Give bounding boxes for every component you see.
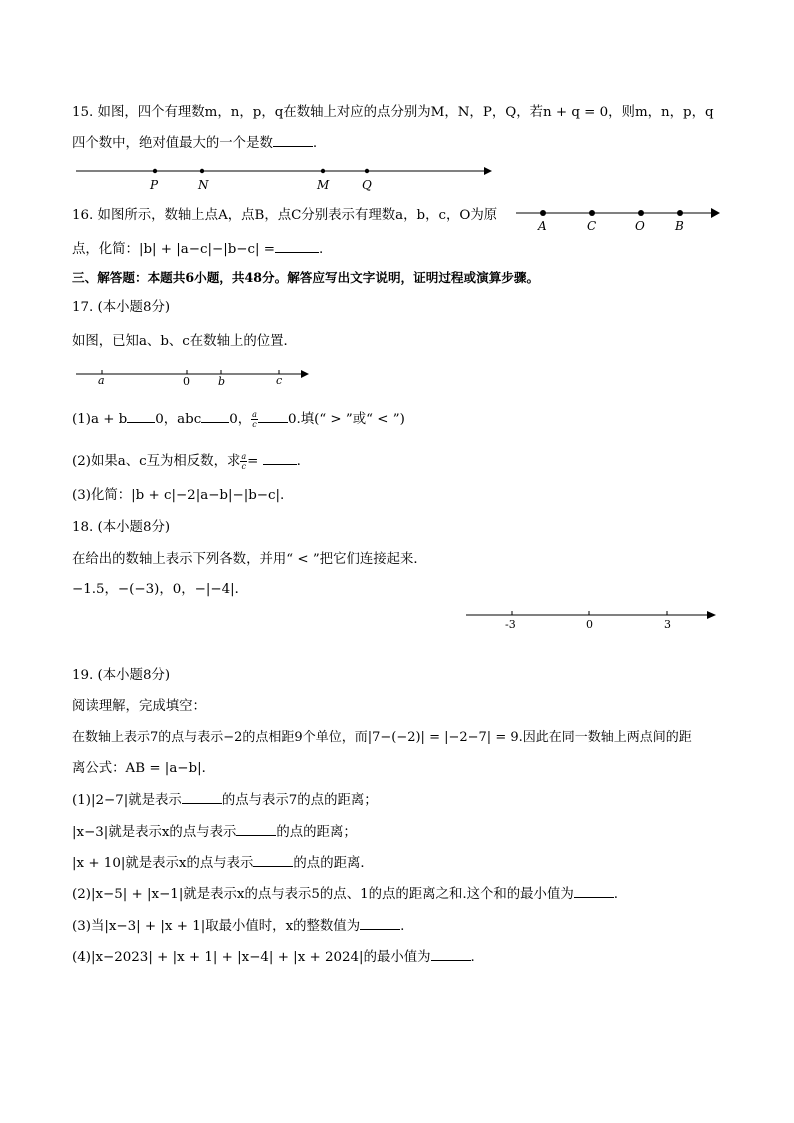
q19-p2-period: . <box>613 887 618 902</box>
point-n-dot <box>200 169 204 173</box>
q16-answer-blank[interactable] <box>275 240 319 253</box>
q17-header: 17. (本小题8分) <box>72 300 171 315</box>
point-c-label: C <box>587 219 597 233</box>
q17-p1-text-a: (1)a + b <box>72 412 128 427</box>
q17-intro: 如图，已知a、b、c在数轴上的位置． <box>72 334 297 349</box>
q19-part3 <box>72 917 404 936</box>
q15-line2 <box>72 134 317 153</box>
q17-part3: (3)化简：|b + c|−2|a−b|−|b−c|. <box>72 488 285 503</box>
q19-p3-period: . <box>400 919 405 934</box>
q17-p1-text-c: 0， <box>229 412 252 427</box>
q17-part1 <box>72 410 405 429</box>
tick-label-neg3: -3 <box>505 618 516 631</box>
fraction-numerator: a <box>252 410 257 419</box>
q18-header: 18. (本小题8分) <box>72 520 171 535</box>
q17-p2-blank[interactable] <box>263 452 297 465</box>
q17-p1-blank-2[interactable] <box>201 410 229 423</box>
point-c-dot <box>589 210 595 216</box>
section-3-title: 三、解答题：本题共6小题，共48分。解答应写出文字说明，证明过程或演算步骤。 <box>72 270 540 285</box>
q19-part1c <box>72 854 374 873</box>
q18-intro: 在给出的数轴上表示下列各数，并用“ < ”把它们连接起来． <box>72 552 427 567</box>
q19-p1b-end: 的点的距离； <box>276 825 357 840</box>
q15-answer-blank[interactable] <box>273 134 313 147</box>
q16-line2 <box>72 240 323 259</box>
q17-p2-period: . <box>296 454 301 469</box>
q19-p1c-blank[interactable] <box>253 854 293 867</box>
point-o-dot <box>638 210 644 216</box>
q19-p1b-blank[interactable] <box>236 823 276 836</box>
q19-part2 <box>72 885 618 904</box>
point-n-label: N <box>198 178 209 192</box>
axis-arrow <box>711 208 720 218</box>
q19-header: 19. (本小题8分) <box>72 668 171 683</box>
q16-text: 点，化简：|b| + |a−c|−|b−c| = <box>72 242 276 257</box>
q16-number-line <box>512 202 724 236</box>
q17-p1-text-b: 0，abc <box>155 412 202 427</box>
q19-p2-blank[interactable] <box>574 885 614 898</box>
q19-p1c-text: |x + 10|就是表示x的点与表示 <box>72 856 254 871</box>
q17-part2 <box>72 452 301 471</box>
point-m-label: M <box>317 178 330 192</box>
q19-p1a-text: (1)|2−7|就是表示 <box>72 793 182 808</box>
q19-text1: 在数轴上表示7的点与表示−2的点相距9个单位，而|7−(−2)| = |−2−7| = 9.因此在同一数轴上两点间的距 <box>72 730 692 745</box>
q19-part4 <box>72 948 475 967</box>
q15-line1: 15. 如图，四个有理数m，n，p，q在数轴上对应的点分别为M，N，P，Q，若n + q = 0，则m，n，p，q <box>72 105 714 120</box>
point-b-label: B <box>675 219 684 233</box>
q17-p1-blank-1[interactable] <box>127 410 155 423</box>
q19-text2: 离公式：AB = |a−b|． <box>72 761 215 776</box>
point-a-label: A <box>538 219 547 233</box>
q19-p1a-blank[interactable] <box>182 791 222 804</box>
point-q-dot <box>365 169 369 173</box>
q17-number-line <box>72 364 317 390</box>
q16-period: . <box>319 242 324 257</box>
point-p-label: P <box>150 178 159 192</box>
q19-part1a <box>72 791 378 810</box>
axis-arrow <box>484 167 492 175</box>
fraction-denominator: c <box>252 420 257 429</box>
axis-arrow <box>707 611 716 619</box>
label-0: 0 <box>183 375 190 388</box>
q19-p4-period: . <box>470 950 475 965</box>
label-a: a <box>98 374 105 387</box>
point-m-dot <box>321 169 325 173</box>
q19-p2-text: (2)|x−5| + |x−1|就是表示x的点与表示5的点、1的点的距离之和.这个和的最小值为 <box>72 887 574 902</box>
point-p-dot <box>153 169 157 173</box>
q15-period: . <box>312 136 318 151</box>
tick-label-3: 3 <box>664 618 671 631</box>
label-b: b <box>218 375 226 388</box>
q19-p3-blank[interactable] <box>360 917 400 930</box>
q19-p4-text: (4)|x−2023| + |x + 1| + |x−4| + |x + 2024|的最小值为 <box>72 950 431 965</box>
fraction-denominator: c <box>241 462 246 471</box>
point-q-label: Q <box>362 178 372 192</box>
q18-number-line <box>463 605 723 635</box>
point-a-dot <box>540 210 546 216</box>
q19-p1a-end: 的点与表示7的点的距离； <box>221 793 378 808</box>
fraction-numerator: a <box>241 452 247 461</box>
point-b-dot <box>677 210 683 216</box>
q17-p1-blank-3[interactable] <box>258 410 288 423</box>
point-o-label: O <box>635 219 645 233</box>
q18-numbers: −1.5，−(−3)，0，−|−4|． <box>72 582 248 597</box>
q17-p1-fraction <box>251 410 258 429</box>
q19-p1c-end: 的点的距离． <box>293 856 374 871</box>
tick-label-0: 0 <box>586 618 593 631</box>
q17-p2-text: (2)如果a、c互为相反数，求 <box>72 454 241 469</box>
axis-arrow <box>301 370 309 378</box>
q17-p1-text-d: 0.填(“ > ”或“ < ”) <box>287 412 405 427</box>
q15-number-line <box>70 162 500 196</box>
q19-p4-blank[interactable] <box>431 948 471 961</box>
q15-text: 四个数中，绝对值最大的一个是数 <box>72 136 273 151</box>
q17-p2-equals: = <box>247 454 259 469</box>
q19-p3-text: (3)当|x−3| + |x + 1|取最小值时，x的整数值为 <box>72 919 361 934</box>
q16-line1: 16. 如图所示，数轴上点A，点B，点C分别表示有理数a，b，c，O为原 <box>72 208 498 223</box>
q19-p1b-text: |x−3|就是表示x的点与表示 <box>72 825 237 840</box>
q19-intro: 阅读理解，完成填空： <box>72 699 206 714</box>
q19-part1b <box>72 823 357 842</box>
label-c: c <box>276 374 283 387</box>
